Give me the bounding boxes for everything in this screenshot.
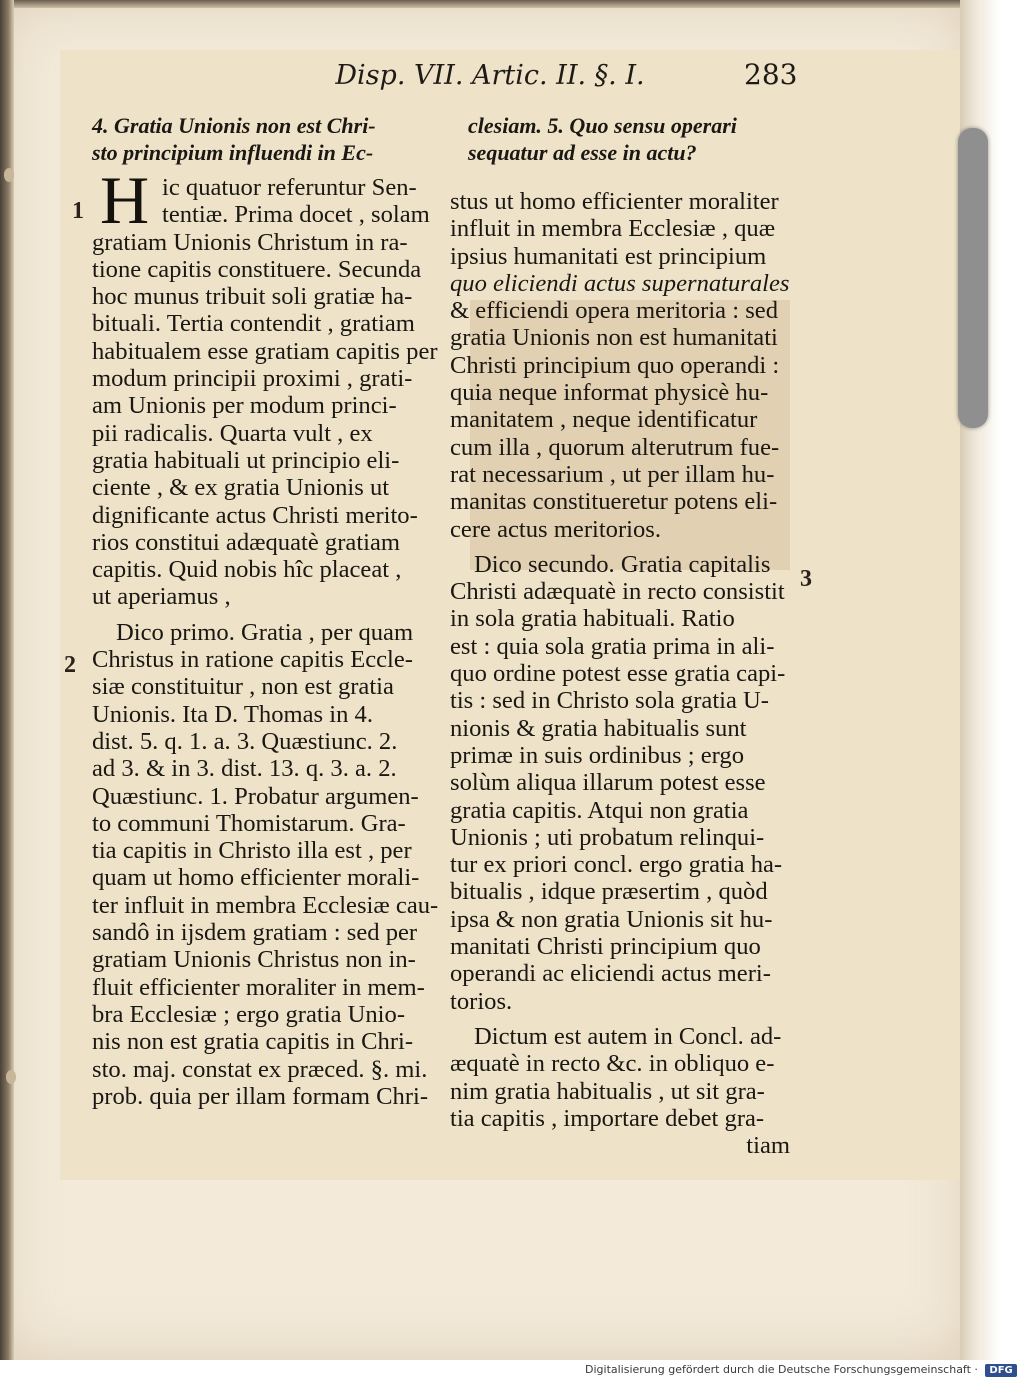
text-line: nis non est gratia capitis in Chri- [92, 1028, 414, 1056]
text-line: dist. 5. q. 1. a. 3. Quæstiunc. 2. [92, 727, 398, 755]
text-line: est : quia sola gratia prima in ali- [450, 632, 775, 660]
text-line: gratia capitis. Atqui non gratia [450, 796, 749, 824]
text-line: cum illa , quorum alterutrum fue- [450, 433, 780, 461]
text-line: Christi principium quo operandi : [450, 351, 780, 379]
text-line: dignificante actus Christi merito- [92, 501, 418, 529]
text-line: tis : sed in Christo sola gratia U- [450, 687, 769, 715]
text-line: Dico primo. Gratia , per quam [116, 618, 414, 646]
text-line: modum principii proximi , grati- [92, 365, 413, 393]
text-line: prob. quia per illam formam Chri- [92, 1082, 429, 1110]
viewer-page-tab[interactable] [958, 128, 988, 428]
text-line: quam ut homo efficienter morali- [92, 864, 420, 892]
text-line: ipsius humanitati est principium [450, 242, 767, 270]
text-line: hoc munus tribuit soli gratiæ ha- [92, 283, 413, 311]
text-line: tia capitis , importare debet gra- [450, 1104, 765, 1132]
text-line: quo eliciendi actus supernaturales [450, 269, 790, 297]
text-line: to communi Thomistarum. Gra- [92, 809, 406, 837]
section-heading-line: sequatur ad esse in actu? [468, 140, 697, 165]
text-line: sto. maj. constat ex præced. §. mi. [92, 1055, 428, 1083]
text-line: tentiæ. Prima docet , solam [162, 201, 430, 229]
text-line: tur ex priori concl. ergo gratia ha- [450, 851, 783, 879]
text-line: siæ constituitur , non est gratia [92, 673, 394, 701]
text-line: rat necessarium , ut per illam hu- [450, 460, 775, 488]
dropcap-paragraph [92, 162, 432, 238]
text-line: Christi adæquatè in recto consistit [450, 578, 785, 606]
text-line: quo ordine potest esse gratia capi- [450, 660, 786, 688]
text-line: sandô in ijsdem gratiam : sed per [92, 919, 418, 947]
text-line: in sola gratia habituali. Ratio [450, 605, 735, 633]
text-line: rios constitui adæquatè gratiam [92, 528, 401, 556]
paper-blemish [4, 168, 14, 182]
text-line: bituali. Tertia contendit , gratiam [92, 310, 415, 338]
text-line: æquatè in recto &c. in obliquo e- [450, 1050, 775, 1078]
section-heading-line: sto principium influendi in Ec- [92, 140, 374, 165]
text-line: Dictum est autem in Concl. ad- [474, 1022, 782, 1050]
text-line: ciente , & ex gratia Unionis ut [92, 474, 390, 502]
text-line: Unionis. Ita D. Thomas in 4. [92, 700, 373, 728]
text-line: tia capitis in Christo illa est , per [92, 837, 412, 865]
text-line: ic quatuor referuntur Sen- [162, 174, 417, 201]
page-number: 283 [744, 58, 798, 91]
text-line: manitatem , neque identificatur [450, 406, 758, 434]
text-line: influit in membra Ecclesiæ , quæ [450, 215, 776, 243]
left-column [92, 112, 439, 1110]
text-line: gratia Unionis non est humanitati [450, 324, 778, 352]
text-line: operandi ac eliciendi actus meri- [450, 960, 771, 988]
text-line: nim gratia habitualis , ut sit gra- [450, 1077, 765, 1105]
text-line: quia neque informat physicè hu- [450, 379, 769, 407]
margin-number: 3 [800, 566, 812, 592]
running-head: Disp. VII. Artic. II. §. I. [335, 60, 645, 91]
text-line: pii radicalis. Quarta vult , ex [92, 419, 373, 447]
dropcap-letter: H [100, 162, 150, 238]
page-top-edge [0, 0, 970, 8]
text-line: Dico secundo. Gratia capitalis [474, 550, 771, 578]
section-heading-line: clesiam. 5. Quo sensu operari [468, 113, 737, 138]
book-spine [0, 0, 14, 1360]
paper-blemish [6, 1070, 16, 1084]
dfg-logo-icon: DFG [985, 1364, 1016, 1377]
footer-credit [585, 1363, 1017, 1385]
text-line: nionis & gratia habitualis sunt [450, 714, 747, 742]
text-line: stus ut homo efficienter moraliter [450, 188, 779, 215]
text-line: fluit efficienter moraliter in mem- [92, 973, 425, 1001]
text-line: Quæstiunc. 1. Probatur argumen- [92, 782, 419, 810]
text-line: ter influit in membra Ecclesiæ cau- [92, 891, 439, 919]
text-line: capitis. Quid nobis hîc placeat , [92, 556, 402, 584]
text-line: solùm aliqua illarum potest esse [450, 769, 766, 797]
right-column [450, 112, 790, 1159]
text-line: tione capitis constituere. Secunda [92, 255, 422, 283]
footer-text: Digitalisierung gefördert durch die Deutsche Forschungsgemeinschaft · [585, 1363, 978, 1376]
text-line: Unionis ; uti probatum relinqui- [450, 823, 765, 851]
text-line: bra Ecclesiæ ; ergo gratia Unio- [92, 1000, 406, 1028]
text-line: ipsa & non gratia Unionis sit hu- [450, 905, 773, 933]
text-line: am Unionis per modum princi- [92, 392, 397, 420]
catchword: tiam [746, 1132, 790, 1160]
text-line: gratiam Unionis Christus non in- [92, 946, 416, 974]
text-line: & efficiendi opera meritoria : sed [450, 297, 779, 325]
text-line: gratia habituali ut principio eli- [92, 446, 400, 474]
text-line: ut aperiamus , [92, 583, 231, 611]
section-heading-line: 4. Gratia Unionis non est Chri- [92, 113, 376, 138]
text-line: ad 3. & in 3. dist. 13. q. 3. a. 2. [92, 755, 397, 783]
text-line: manitas constitueretur potens eli- [450, 488, 778, 516]
text-line: manitati Christi principium quo [450, 933, 761, 961]
margin-number: 2 [64, 652, 76, 678]
text-line: primæ in suis ordinibus ; ergo [450, 741, 744, 769]
margin-number: 1 [72, 198, 84, 224]
text-line: torios. [450, 987, 513, 1015]
text-line: bitualis , idque præsertim , quòd [450, 878, 768, 906]
text-line: Christus in ratione capitis Eccle- [92, 646, 413, 674]
text-line: gratiam Unionis Christum in ra- [92, 228, 408, 256]
text-line: habitualem esse gratiam capitis per [92, 337, 438, 365]
text-line: cere actus meritorios. [450, 515, 662, 543]
